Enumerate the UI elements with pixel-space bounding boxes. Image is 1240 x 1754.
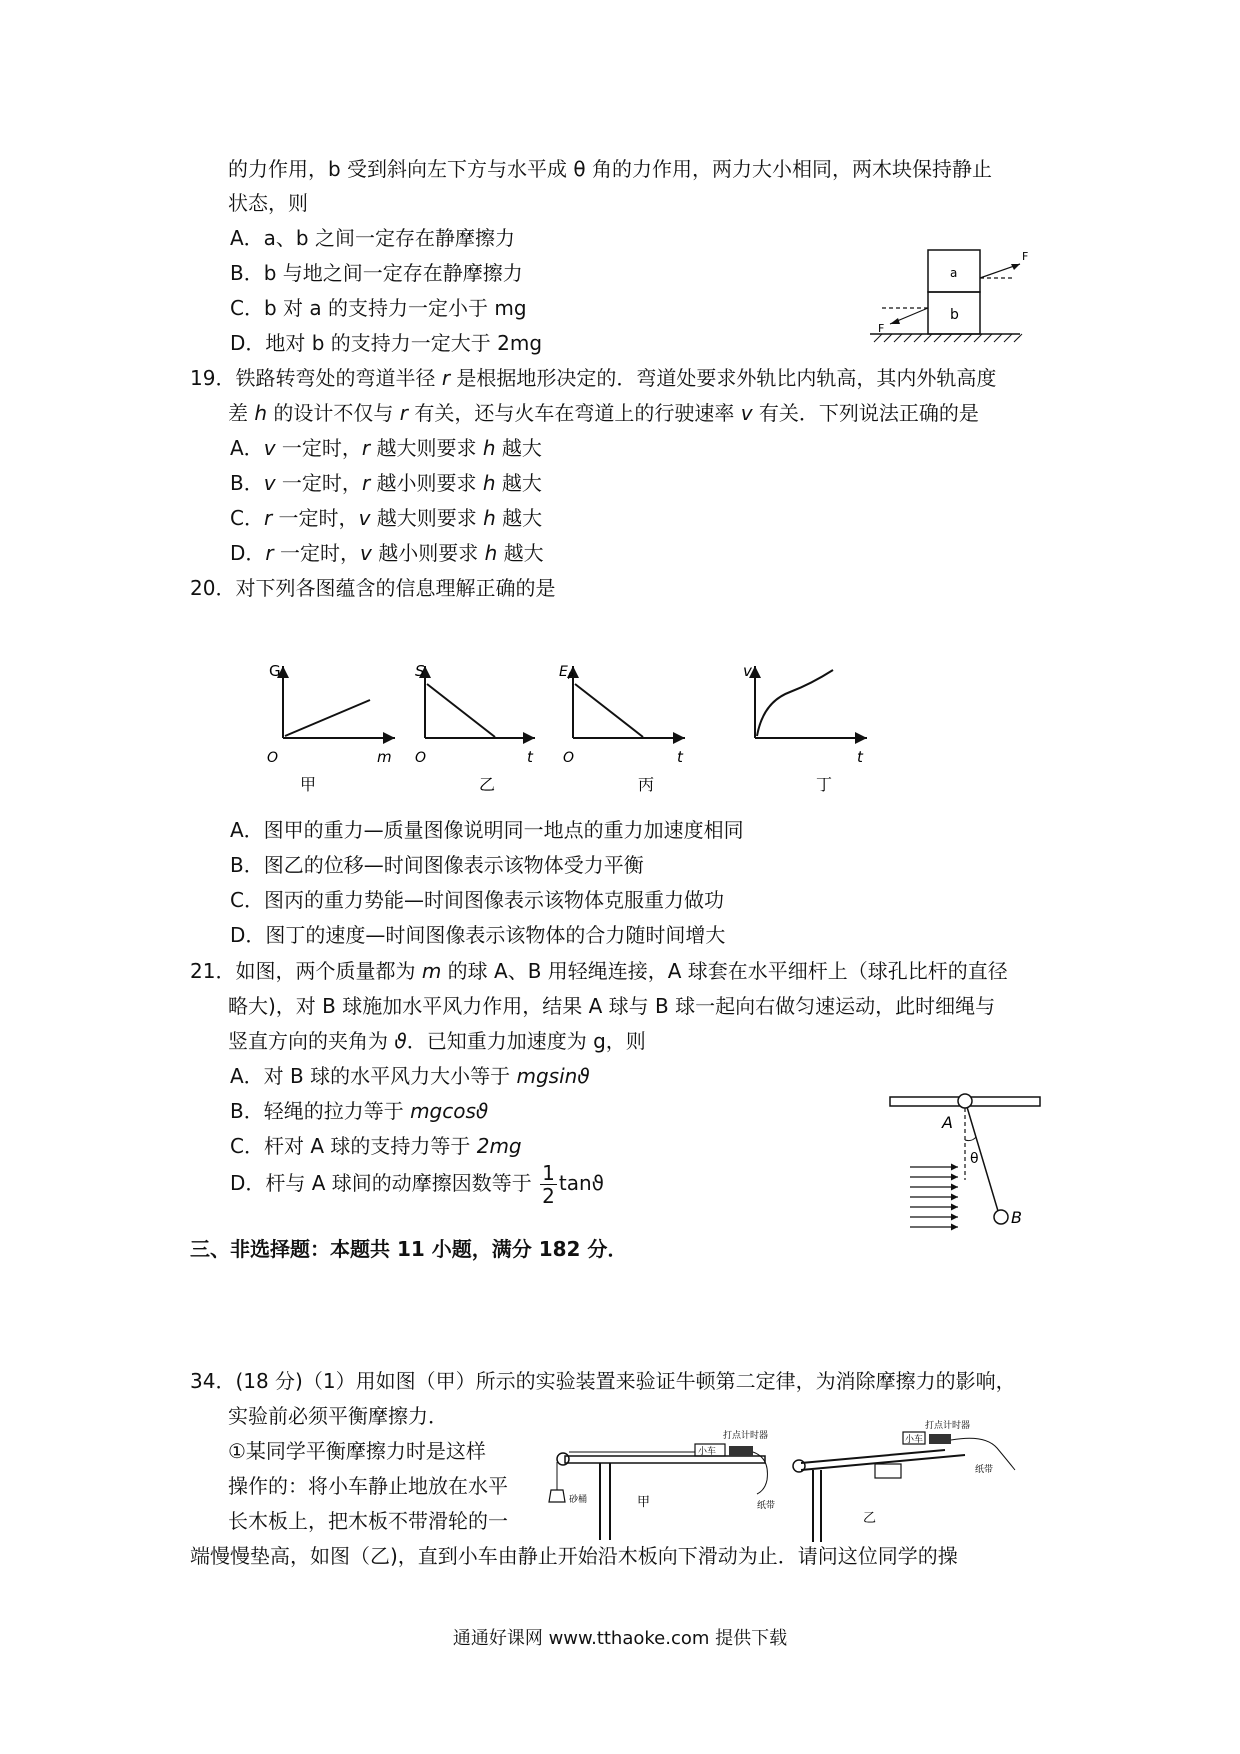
graph-bing-caption: 丙	[638, 775, 655, 794]
q21-balls-figure	[880, 1085, 1050, 1245]
label-b: B	[1011, 1208, 1022, 1227]
graph-jia-xlabel: m	[377, 748, 392, 766]
q20-stem	[190, 574, 555, 602]
apparatus-jia	[549, 1429, 775, 1540]
graph-yi-caption: 乙	[479, 775, 496, 794]
q21-option-b	[230, 1097, 488, 1125]
text-part: 越大则要求	[370, 436, 483, 460]
var-h: h	[254, 401, 268, 425]
cart-label-jia: 小车	[698, 1447, 717, 1457]
q34-apparatus-figure	[545, 1421, 1075, 1550]
graph-jia	[267, 662, 395, 794]
option-formula: 2mg	[476, 1134, 522, 1158]
option-text: B．轻绳的拉力等于	[230, 1099, 411, 1123]
var: h	[484, 541, 498, 565]
text-part: 一定时，	[275, 471, 362, 495]
text-part: 是根据地形决定的．弯道处要求外轨比内轨高，其内外轨高度	[450, 366, 997, 390]
tape-label-yi: 纸带	[975, 1465, 994, 1475]
q20-number: 20．	[190, 576, 236, 600]
q21-line1	[190, 957, 1008, 985]
q19-line1	[190, 364, 996, 392]
var: r	[263, 506, 273, 530]
var: h	[483, 506, 496, 530]
label-a: A	[942, 1113, 953, 1132]
q19-option-a	[230, 434, 542, 462]
graph-yi-origin: O	[415, 750, 427, 766]
graph-bing-ylabel: $E_P$	[559, 664, 574, 682]
text-part: 一定时，	[272, 506, 359, 530]
graph-yi-ylabel: S	[415, 662, 425, 680]
text-part: 越小则要求	[371, 541, 485, 565]
var: v	[358, 506, 371, 530]
q21-option-c	[230, 1132, 522, 1160]
var-theta: ϑ	[394, 1029, 407, 1053]
graph-bing-xlabel: t	[677, 748, 683, 766]
q19-number: 19．	[190, 366, 236, 390]
var: v	[263, 436, 276, 460]
option-formula: tanϑ	[558, 1171, 605, 1195]
force-f-top-label: F	[1022, 250, 1029, 263]
graph-bing	[559, 664, 685, 794]
caption-jia: 甲	[637, 1495, 651, 1510]
q34-line2: 实验前必须平衡摩擦力．	[228, 1404, 448, 1428]
q34-para-line3: 长木板上，把木板不带滑轮的一	[228, 1509, 508, 1533]
var-r: r	[399, 401, 408, 425]
text-part: 竖直方向的夹角为	[228, 1029, 395, 1053]
option-text: C．杆对 A 球的支持力等于	[230, 1134, 477, 1158]
graph-jia-caption: 甲	[300, 775, 317, 794]
q18-blocks-figure	[860, 240, 1030, 365]
option-letter: D．	[230, 541, 266, 565]
text-part: 一定时，	[275, 436, 362, 460]
q19-option-b	[230, 469, 542, 497]
var-v: v	[740, 401, 753, 425]
option-text: D．杆与 A 球间的动摩擦因数等于	[230, 1171, 539, 1195]
graph-yi-line	[427, 684, 495, 737]
q21-line2: 略大)，对 B 球施加水平风力作用，结果 A 球与 B 球一起向右做匀速运动，此时细绳与	[228, 994, 996, 1018]
q18-option-c: C．b 对 a 的支持力一定小于 mg	[230, 296, 527, 320]
wind-arrows	[910, 1167, 958, 1227]
var: r	[361, 471, 371, 495]
graph-ding-curve	[757, 670, 833, 736]
caption-yi: 乙	[863, 1511, 877, 1526]
graph-bing-origin: O	[563, 750, 575, 766]
page-footer: 通通好课网 www.tthaoke.com 提供下载	[452, 1628, 788, 1649]
text-part: 越大	[495, 471, 542, 495]
q20-option-a: A．图甲的重力—质量图像说明同一地点的重力加速度相同	[230, 818, 744, 842]
var: v	[263, 471, 276, 495]
option-letter: B．	[230, 471, 264, 495]
graph-jia-ylabel: G	[269, 662, 281, 680]
text-part: 有关，还与火车在弯道上的行驶速率	[408, 401, 741, 425]
graph-yi	[415, 662, 535, 794]
section-3-heading: 三、非选择题：本题共 11 小题，满分 182 分．	[190, 1237, 628, 1261]
q18-option-b: B．b 与地之间一定存在静摩擦力	[230, 261, 523, 285]
graph-ding	[743, 662, 867, 794]
q19-option-d	[230, 539, 544, 567]
q34-para-line1: ①某同学平衡摩擦力时是这样	[228, 1439, 486, 1463]
q21-option-d	[230, 1158, 604, 1208]
text-part: 的球 A、B 用轻绳连接，A 球套在水平细杆上（球孔比杆的直径	[441, 959, 1008, 983]
q34-line-last: 端慢慢垫高，如图（乙)，直到小车由静止开始沿木板向下滑动为止．请问这位同学的操	[190, 1544, 958, 1568]
option-formula: mgsinϑ	[516, 1064, 590, 1088]
var: h	[482, 471, 496, 495]
var: v	[360, 541, 372, 565]
text-part: ．已知重力加速度为 g，则	[406, 1029, 646, 1053]
q18-option-d: D．地对 b 的支持力一定大于 2mg	[230, 331, 543, 355]
q20-graphs-figure	[255, 660, 895, 800]
text-part: 的设计不仅与	[267, 401, 400, 425]
apparatus-yi	[793, 1419, 1015, 1542]
block-b-label: b	[950, 307, 959, 323]
q19-option-c	[230, 504, 542, 532]
tape-label-jia: 纸带	[757, 1501, 776, 1511]
var: r	[361, 436, 371, 460]
graph-jia-origin: O	[267, 750, 279, 766]
text-part: 越大	[495, 436, 542, 460]
option-letter: C．	[230, 506, 264, 530]
cart-label-yi: 小车	[905, 1435, 924, 1445]
block-a-label: a	[950, 266, 958, 280]
weight-label: 砂桶	[569, 1495, 588, 1505]
q34-line1: 34．(18 分)（1）用如图（甲）所示的实验装置来验证牛顿第二定律，为消除摩擦力的影响，	[190, 1369, 1016, 1393]
fraction-numerator: 1	[542, 1161, 555, 1185]
graph-yi-xlabel: t	[527, 748, 533, 766]
q21-number: 21．	[190, 959, 236, 983]
var: r	[265, 541, 274, 565]
fraction-one-half	[540, 1162, 557, 1207]
graph-ding-caption: 丁	[816, 775, 833, 794]
q18-option-a: A．a、b 之间一定存在静摩擦力	[230, 226, 515, 250]
q21-line3	[228, 1027, 646, 1055]
option-text: A．对 B 球的水平风力大小等于	[230, 1064, 517, 1088]
text-part: 越大则要求	[370, 506, 484, 530]
graph-ding-xlabel: t	[857, 748, 863, 766]
q19-line2	[228, 399, 979, 427]
text-part: 越大	[497, 541, 544, 565]
var: h	[482, 436, 496, 460]
var-m: m	[421, 959, 442, 983]
option-formula: mgcosϑ	[410, 1099, 489, 1123]
q20-stem-text: 对下列各图蕴含的信息理解正确的是	[235, 576, 556, 600]
var-r: r	[441, 366, 451, 390]
timer-label-jia: 打点计时器	[723, 1431, 769, 1441]
force-f-bottom-label: F	[878, 322, 885, 335]
text-part: 越小则要求	[370, 471, 483, 495]
text-part: 差	[228, 401, 255, 425]
graph-bing-line	[575, 684, 643, 737]
text-part: 如图，两个质量都为	[235, 959, 422, 983]
label-theta: θ	[970, 1151, 979, 1167]
option-letter: A．	[230, 436, 264, 460]
q20-option-b: B．图乙的位移—时间图像表示该物体受力平衡	[230, 853, 644, 877]
timer-label-yi: 打点计时器	[925, 1421, 971, 1431]
fraction-denominator: 2	[542, 1184, 555, 1208]
q21-option-a	[230, 1062, 590, 1090]
q18-stem-line2: 状态，则	[228, 191, 308, 215]
q20-option-c: C．图丙的重力势能—时间图像表示该物体克服重力做功	[230, 888, 724, 912]
q34-para-line2: 操作的：将小车静止地放在水平	[228, 1474, 508, 1498]
text-part: 越大	[495, 506, 543, 530]
text-part: 铁路转弯处的弯道半径	[235, 366, 442, 390]
text-part: 一定时，	[273, 541, 360, 565]
q18-stem-line1: 的力作用，b 受到斜向左下方与水平成 θ 角的力作用，两力大小相同，两木块保持静止	[228, 157, 993, 181]
text-part: 有关．下列说法正确的是	[752, 401, 979, 425]
graph-ding-ylabel: v	[743, 662, 752, 680]
graph-jia-line	[285, 700, 370, 736]
q20-option-d: D．图丁的速度—时间图像表示该物体的合力随时间增大	[230, 923, 726, 947]
